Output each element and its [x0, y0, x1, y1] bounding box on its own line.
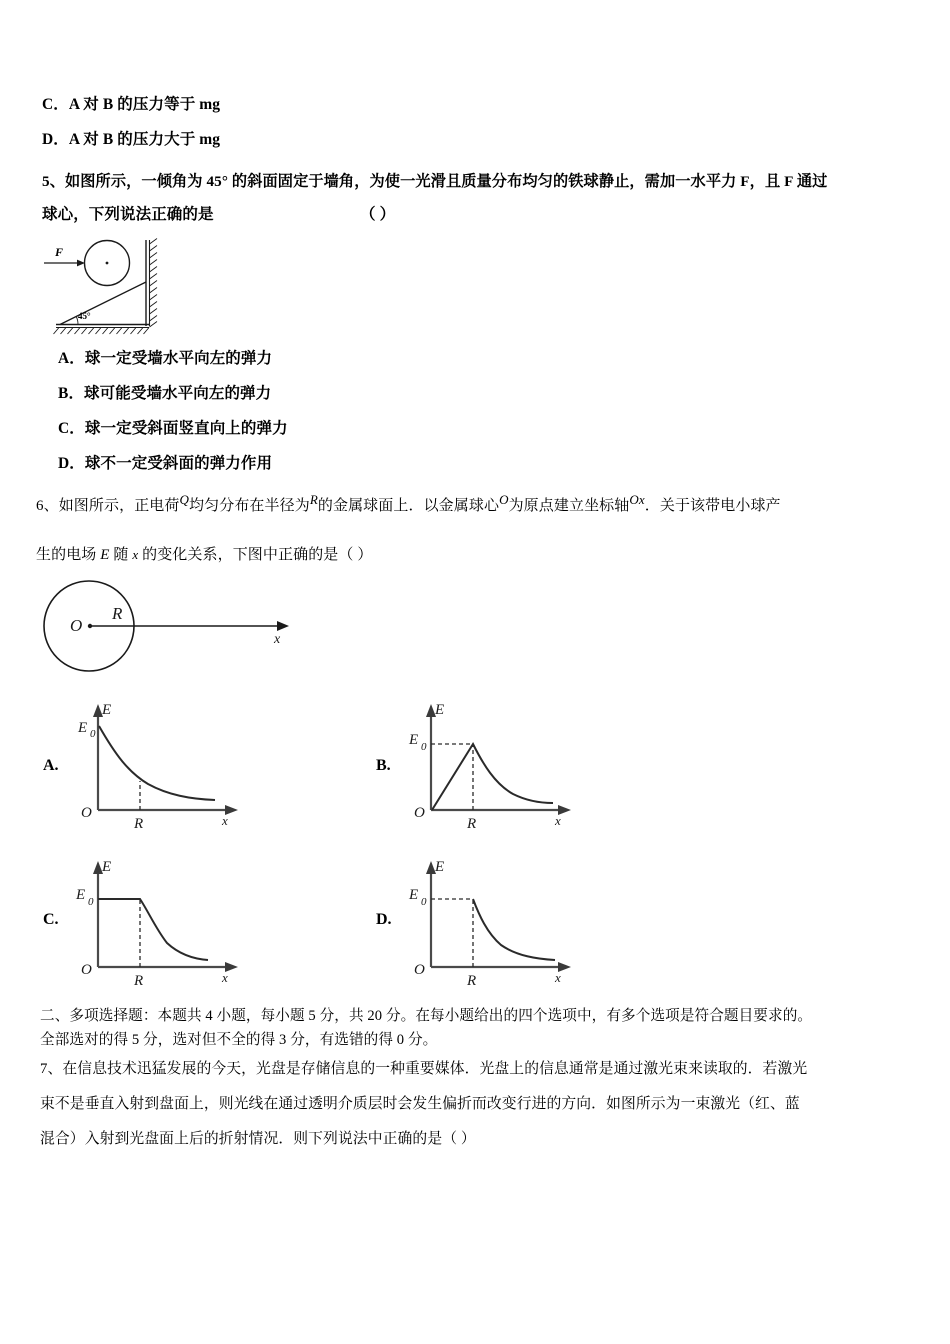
question5-stem-line2: 球心，下列说法正确的是: [42, 206, 214, 223]
question5-option-a: A．球一定受墙水平向左的弹力: [58, 350, 273, 367]
charged-sphere-diagram: [36, 578, 306, 678]
q6-x-symbol: x: [132, 547, 139, 562]
question6-stem-line2: [36, 545, 372, 565]
graph-c-curve: [98, 899, 208, 960]
graph-c-E0-label: E: [76, 887, 86, 903]
question6-stem-line1: [36, 490, 781, 516]
force-label-F: F: [55, 245, 64, 259]
svg-text:0: 0: [421, 741, 427, 753]
graph-c-R-label: R: [134, 973, 144, 989]
question5-option-c: C．球一定受斜面竖直向上的弹力: [58, 420, 288, 437]
graph-b-E0-label: E: [409, 732, 419, 748]
graph-letter-b: B.: [376, 757, 391, 774]
section2-heading-line2: 全部选对的得 5 分，选对但不全的得 3 分，有选错的得 0 分。: [40, 1032, 438, 1048]
section2-heading-line1: 二、多项选择题：本题共 4 小题，每小题 5 分，共 20 分。在每小题给出的四个选项中，有多个选项是符合题目要求的。: [40, 1008, 813, 1024]
graph-d-origin: O: [414, 962, 425, 978]
q6-stem-part5: ．关于该带电小球产: [644, 498, 781, 514]
q6-line2-a: 生的电场: [36, 547, 97, 563]
graph-c-origin: O: [81, 962, 92, 978]
sphere-radius-label: R: [112, 604, 123, 623]
question7-line1: 7、在信息技术迅猛发展的今天，光盘是存储信息的一种重要媒体．光盘上的信息通常是通过激光束来读取的．若激光: [40, 1061, 808, 1077]
force-arrowhead: [77, 260, 85, 267]
question7-line3: 混合）入射到光盘面上后的折射情况．则下列说法中正确的是（ ）: [40, 1131, 476, 1147]
incline-wall-ball-diagram: [38, 238, 188, 338]
q6-stem-part2: 均匀分布在半径为: [189, 498, 310, 514]
graph-a-origin: O: [81, 805, 92, 821]
question7-line2: 束不是垂直入射到盘面上，则光线在通过透明介质层时会发生偏折而改变行进的方向．如图所示为一束激光（红、蓝: [40, 1096, 800, 1112]
question6-sphere-figure: [36, 578, 306, 678]
sphere-center-label: O: [70, 616, 83, 635]
x-axis-arrowhead: [277, 621, 289, 631]
graph-letter-d: D.: [376, 911, 392, 928]
graph-letter-a: A.: [43, 757, 59, 774]
q6-charge-symbol: Q: [179, 492, 190, 507]
graph-b-curve: [432, 744, 553, 810]
q6-axis-symbol: Ox: [629, 492, 645, 507]
svg-text:0: 0: [421, 896, 427, 908]
q6-stem-part1: 6、如图所示，正电荷: [36, 498, 180, 514]
graph-b-figure: [403, 692, 583, 832]
prev-option-c: C．A 对 B 的压力等于 mg: [42, 96, 221, 113]
ball-center-dot: [106, 262, 109, 265]
graph-b-xlabel: x: [555, 813, 561, 828]
q6-line2-c: 的变化关系，下图中正确的是（ ）: [142, 547, 373, 563]
graph-a-E0-label: E: [78, 720, 88, 736]
question5-option-d: D．球不一定受斜面的弹力作用: [58, 455, 273, 472]
q6-stem-part3: 的金属球面上．以金属球心: [317, 498, 500, 514]
q6-stem-part4: 为原点建立坐标轴: [508, 498, 630, 514]
graph-c-svg: [70, 849, 250, 989]
graph-a-ylabel: E: [102, 702, 112, 718]
graph-letter-c: C.: [43, 911, 59, 928]
graph-c-xlabel: x: [222, 970, 228, 985]
graph-d-E0-label: E: [409, 887, 419, 903]
graph-b-ylabel: E: [435, 702, 445, 718]
graph-d-svg: [403, 849, 583, 989]
q6-line2-b: 随: [113, 547, 129, 563]
graph-c-figure: [70, 849, 250, 989]
sphere-axis-label: x: [274, 632, 281, 647]
graph-b-svg: [403, 692, 583, 832]
graph-d-figure: [403, 849, 583, 989]
svg-text:0: 0: [90, 728, 96, 740]
graph-d-xlabel: x: [555, 970, 561, 985]
question5-figure: [38, 238, 188, 338]
question5-option-b: B．球可能受墙水平向左的弹力: [58, 385, 272, 402]
svg-text:0: 0: [88, 896, 94, 908]
question5-answer-bracket: （ ）: [360, 206, 396, 223]
q6-center-symbol: O: [499, 492, 509, 507]
graph-c-ylabel: E: [102, 859, 112, 875]
graph-d-R-label: R: [467, 973, 477, 989]
graph-d-curve: [473, 899, 555, 960]
graph-d-ylabel: E: [435, 859, 445, 875]
graph-b-R-label: R: [467, 816, 477, 832]
graph-a-svg: [70, 692, 250, 832]
q6-radius-symbol: R: [309, 492, 318, 507]
question5-stem-line1: 5、如图所示，一倾角为 45° 的斜面固定于墙角，为使一光滑且质量分布均匀的铁球静止，需加一水平力 F，且 F 通过: [42, 173, 828, 190]
prev-option-d: D．A 对 B 的压力大于 mg: [42, 131, 221, 148]
graph-a-curve: [99, 726, 215, 800]
incline-angle-label: 45°: [78, 311, 91, 321]
graph-a-xlabel: x: [222, 813, 228, 828]
graph-a-R-label: R: [134, 816, 144, 832]
graph-a-figure: [70, 692, 250, 832]
q6-field-symbol: E: [100, 547, 110, 563]
graph-b-origin: O: [414, 805, 425, 821]
